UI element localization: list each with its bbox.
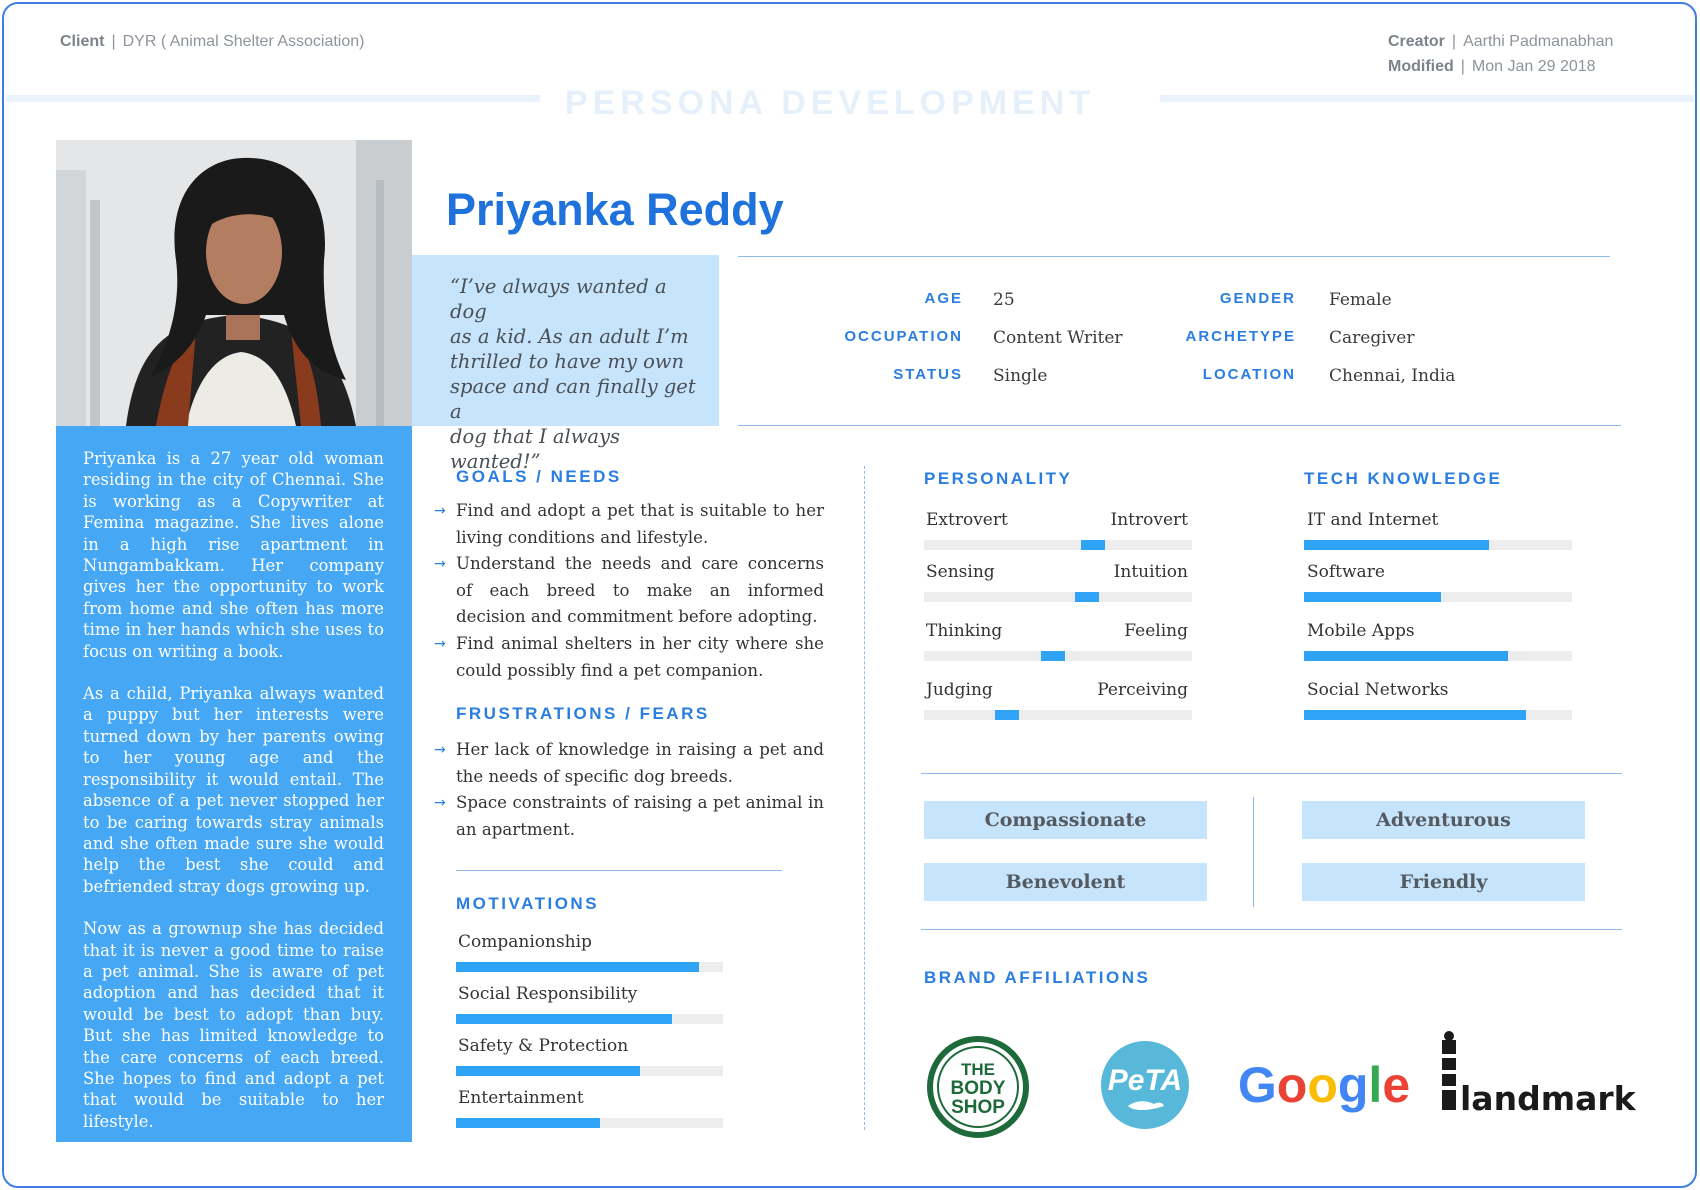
personality-right-label: Perceiving bbox=[1097, 680, 1188, 700]
motivation-label: Safety & Protection bbox=[458, 1036, 629, 1056]
page-title: PERSONA DEVELOPMENT bbox=[564, 84, 1096, 122]
tech-label: Mobile Apps bbox=[1307, 621, 1415, 641]
gender-value: Female bbox=[1329, 290, 1392, 310]
persona-name: Priyanka Reddy bbox=[446, 184, 784, 235]
peta-logo bbox=[1100, 1040, 1190, 1130]
goal-item bbox=[434, 551, 824, 631]
column-divider bbox=[864, 466, 865, 1130]
goal-text: Understand the needs and care concerns of each breed to make an informed decision and commitment before adopting. bbox=[456, 554, 824, 626]
google-letter: o bbox=[1276, 1057, 1308, 1113]
occupation-value: Content Writer bbox=[993, 328, 1123, 348]
goal-item bbox=[434, 498, 824, 551]
motivation-fill bbox=[456, 1066, 640, 1076]
personality-track bbox=[924, 710, 1192, 720]
personality-marker bbox=[1075, 592, 1099, 602]
tech-fill bbox=[1304, 592, 1441, 602]
creator-info bbox=[1388, 33, 1613, 51]
tech-track bbox=[1304, 540, 1572, 550]
motivation-track bbox=[456, 1014, 723, 1024]
title-rule-left bbox=[6, 95, 540, 102]
trait-tag: Compassionate bbox=[924, 801, 1207, 839]
peta-icon bbox=[1100, 1040, 1190, 1130]
gender-label: GENDER bbox=[1219, 290, 1296, 307]
quote-line: as a kid. As an adult I’m bbox=[450, 325, 689, 348]
goal-item bbox=[434, 631, 824, 684]
peta-text: PeTA bbox=[1107, 1064, 1183, 1097]
tech-title: TECH KNOWLEDGE bbox=[1304, 469, 1503, 488]
details-bottom-rule bbox=[738, 425, 1621, 426]
personality-left-label: Extrovert bbox=[926, 510, 1008, 530]
location-value: Chennai, India bbox=[1329, 366, 1456, 386]
body-shop-logo bbox=[926, 1035, 1030, 1139]
creator-value: Aarthi Padmanabhan bbox=[1463, 33, 1614, 50]
quote-line: “I’ve always wanted a dog bbox=[450, 275, 667, 323]
personality-track bbox=[924, 540, 1192, 550]
status-label: STATUS bbox=[893, 366, 963, 383]
tech-track bbox=[1304, 592, 1572, 602]
arrow-right-icon: → bbox=[434, 503, 446, 519]
personality-right-label: Introvert bbox=[1110, 510, 1188, 530]
frustration-text: Her lack of knowledge in raising a pet and the needs of specific dog breeds. bbox=[456, 740, 824, 786]
client-label: Client bbox=[60, 33, 105, 50]
bio-paragraph: As a child, Priyanka always wanted a puppy but her interests were turned down by her parents owing to her young age and the responsibility it would entail. The absence of a pet never stopped her to be caring towards stray animals and she often made sure she would help the best she could and befriended stray dogs growing up. bbox=[83, 684, 384, 896]
modified-label: Modified bbox=[1388, 58, 1454, 75]
age-label: AGE bbox=[924, 290, 963, 307]
trait-tag: Benevolent bbox=[924, 863, 1207, 901]
frustrations-title: FRUSTRATIONS / FEARS bbox=[456, 704, 710, 723]
motivation-track bbox=[456, 962, 723, 972]
traits-divider bbox=[1253, 797, 1254, 907]
trait-tag: Friendly bbox=[1302, 863, 1585, 901]
body-shop-text-line: THE bbox=[961, 1060, 995, 1079]
personality-right-label: Feeling bbox=[1124, 621, 1188, 641]
personality-marker bbox=[1041, 651, 1065, 661]
landmark-logo bbox=[1434, 1030, 1636, 1120]
tech-track bbox=[1304, 651, 1572, 661]
occupation-label: OCCUPATION bbox=[844, 328, 963, 345]
google-letter: l bbox=[1368, 1057, 1383, 1113]
bio-paragraph: Priyanka is a 27 year old woman residing in the city of Chennai. She is working as a Copywriter at Femina magazine. She lives alone in a high rise apartment in Nungambakkam. Her company gives her the opportunity to work from home and she often has more time in her hands which she uses to focus on writing a book. bbox=[83, 449, 384, 661]
body-shop-text-line: BODY bbox=[950, 1078, 1006, 1099]
separator: | bbox=[1451, 33, 1457, 50]
separator: | bbox=[1460, 58, 1465, 75]
archetype-label: ARCHETYPE bbox=[1185, 328, 1296, 345]
motivation-label: Entertainment bbox=[458, 1088, 584, 1108]
quote-line: thrilled to have my own bbox=[450, 350, 685, 373]
tech-label: Software bbox=[1307, 562, 1385, 582]
google-text bbox=[1238, 1057, 1410, 1113]
archetype-value: Caregiver bbox=[1329, 328, 1415, 348]
tech-fill bbox=[1304, 651, 1508, 661]
status-value: Single bbox=[993, 366, 1048, 386]
frustration-item bbox=[434, 737, 824, 790]
goals-title: GOALS / NEEDS bbox=[456, 467, 622, 486]
quote-line: dog that I always wanted!” bbox=[450, 425, 621, 473]
personality-title: PERSONALITY bbox=[924, 469, 1073, 488]
bio-panel bbox=[56, 426, 412, 1142]
motivations-rule bbox=[456, 870, 782, 871]
traits-bottom-rule bbox=[921, 929, 1622, 930]
title-bar bbox=[0, 84, 1700, 122]
tech-label: IT and Internet bbox=[1307, 510, 1439, 530]
persona-photo-illustration bbox=[56, 140, 412, 426]
traits-top-rule bbox=[921, 773, 1622, 774]
arrow-right-icon: → bbox=[434, 556, 446, 572]
trait-tag: Adventurous bbox=[1302, 801, 1585, 839]
creator-label: Creator bbox=[1388, 33, 1445, 50]
tech-track bbox=[1304, 710, 1572, 720]
personality-track bbox=[924, 651, 1192, 661]
google-icon bbox=[1237, 1050, 1411, 1120]
details-top-rule bbox=[738, 256, 1610, 257]
personality-left-label: Sensing bbox=[926, 562, 995, 582]
personality-marker bbox=[1081, 540, 1105, 550]
personality-left-label: Judging bbox=[926, 680, 993, 700]
quote-line: space and can finally get a bbox=[450, 375, 696, 423]
body-shop-text-line: SHOP bbox=[951, 1097, 1005, 1118]
separator: | bbox=[111, 33, 116, 50]
client-info bbox=[60, 33, 364, 51]
title-rule-right bbox=[1160, 95, 1694, 102]
personality-left-label: Thinking bbox=[926, 621, 1003, 641]
tech-fill bbox=[1304, 540, 1489, 550]
personality-track bbox=[924, 592, 1192, 602]
arrow-right-icon: → bbox=[434, 742, 446, 758]
motivation-fill bbox=[456, 962, 699, 972]
motivations-title: MOTIVATIONS bbox=[456, 894, 600, 913]
frustration-text: Space constraints of raising a pet animal in an apartment. bbox=[456, 793, 824, 839]
motivation-label: Social Responsibility bbox=[458, 984, 638, 1004]
motivation-fill bbox=[456, 1118, 600, 1128]
google-letter: G bbox=[1237, 1057, 1277, 1113]
personality-right-label: Intuition bbox=[1113, 562, 1188, 582]
landmark-text: landmark bbox=[1460, 1079, 1636, 1118]
brands-title: BRAND AFFILIATIONS bbox=[924, 968, 1151, 987]
personality-marker bbox=[995, 710, 1019, 720]
motivation-fill bbox=[456, 1014, 672, 1024]
landmark-icon bbox=[1434, 1030, 1636, 1120]
modified-info bbox=[1388, 58, 1596, 76]
google-logo bbox=[1237, 1050, 1411, 1120]
persona-photo bbox=[56, 140, 412, 426]
bio-paragraph: Now as a grownup she has decided that it is never a good time to raise a pet animal. She is aware of pet adoption and has decided that it would be best to adopt than buy. But she has limited knowledge to the care concerns of each breed. She hopes to find and adopt a pet that would be suitable to her lifestyle. bbox=[83, 919, 384, 1131]
location-label: LOCATION bbox=[1202, 366, 1296, 383]
frustration-item bbox=[434, 790, 824, 843]
arrow-right-icon: → bbox=[434, 636, 446, 652]
arrow-right-icon: → bbox=[434, 795, 446, 811]
google-letter: o bbox=[1307, 1057, 1338, 1113]
client-value: DYR ( Animal Shelter Association) bbox=[122, 33, 365, 50]
persona-quote bbox=[412, 255, 719, 473]
goal-text: Find and adopt a pet that is suitable to her living conditions and lifestyle. bbox=[456, 501, 824, 547]
body-shop-icon bbox=[926, 1035, 1030, 1139]
google-letter: e bbox=[1382, 1057, 1411, 1113]
modified-value: Mon Jan 29 2018 bbox=[1471, 58, 1596, 75]
tech-label: Social Networks bbox=[1307, 680, 1449, 700]
google-letter: g bbox=[1337, 1057, 1369, 1113]
goal-text: Find animal shelters in her city where she could possibly find a pet companion. bbox=[456, 634, 824, 680]
motivation-track bbox=[456, 1066, 723, 1076]
tech-fill bbox=[1304, 710, 1526, 720]
motivation-track bbox=[456, 1118, 723, 1128]
motivation-label: Companionship bbox=[458, 932, 592, 952]
age-value: 25 bbox=[993, 290, 1015, 310]
